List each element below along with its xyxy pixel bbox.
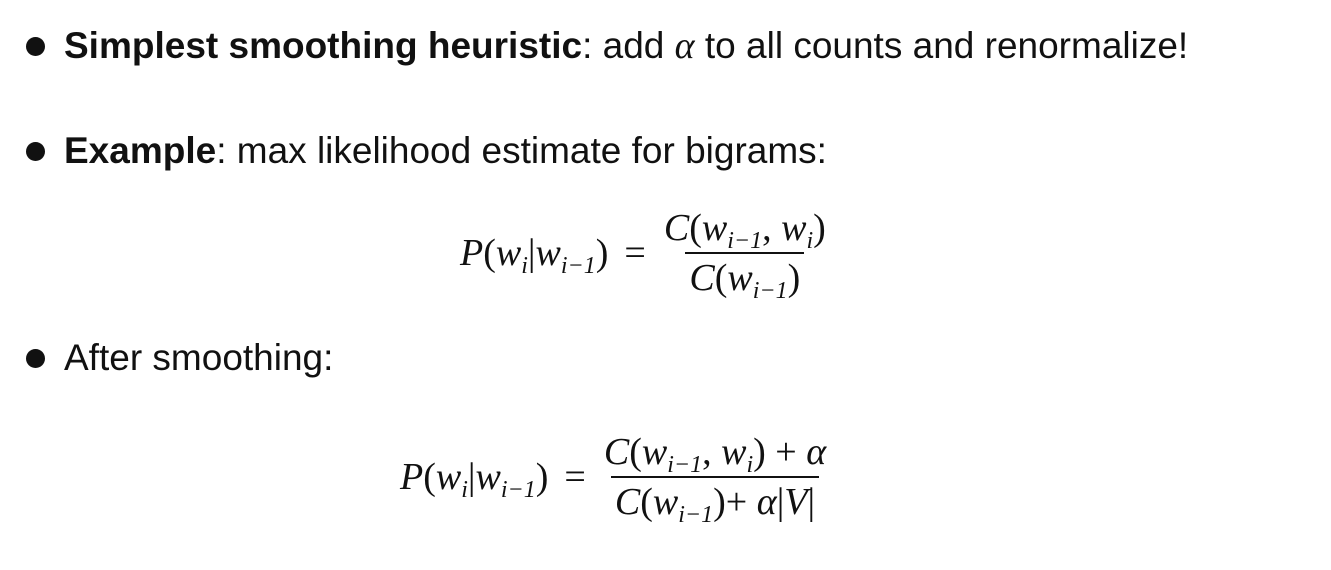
bullet-text: After smoothing:: [64, 337, 334, 378]
bullet-body: : add: [582, 25, 675, 66]
bullet-body: : max likelihood estimate for bigrams:: [216, 130, 827, 171]
formula-lhs: $P(w_i|w_{i-1})$: [460, 232, 609, 279]
formula-smoothed: [400, 431, 830, 528]
bullet-body-rest: to all counts and renormalize!: [694, 25, 1189, 66]
alpha-symbol: α: [674, 25, 695, 67]
fraction: [600, 431, 830, 528]
equals-sign: =: [564, 456, 586, 498]
bullet-text: [64, 24, 1188, 68]
formula-lhs: $P(w_i|w_{i-1})$: [400, 456, 549, 503]
formula-mle: [460, 207, 830, 304]
equals-sign: =: [624, 232, 646, 274]
bullet-text: [64, 129, 827, 173]
fraction-denominator: $C(w_{i-1})$: [685, 252, 804, 298]
fraction-numerator: $C(w_{i-1}$, $w_i$): [663, 207, 826, 254]
bullet-dot: [26, 142, 45, 161]
fraction-numerator: $C(w_{i-1}$, $w_i) + \alpha$: [603, 431, 827, 478]
bullet-dot: [26, 349, 45, 368]
bullet-bold-term: Example: [64, 130, 217, 171]
bullet-bold-term: Simplest smoothing heuristic: [64, 25, 583, 66]
bullet-dot: [26, 37, 45, 56]
fraction: [660, 207, 830, 304]
fraction-denominator: $C(w_{i-1})+ \alpha|V|$: [611, 476, 819, 522]
